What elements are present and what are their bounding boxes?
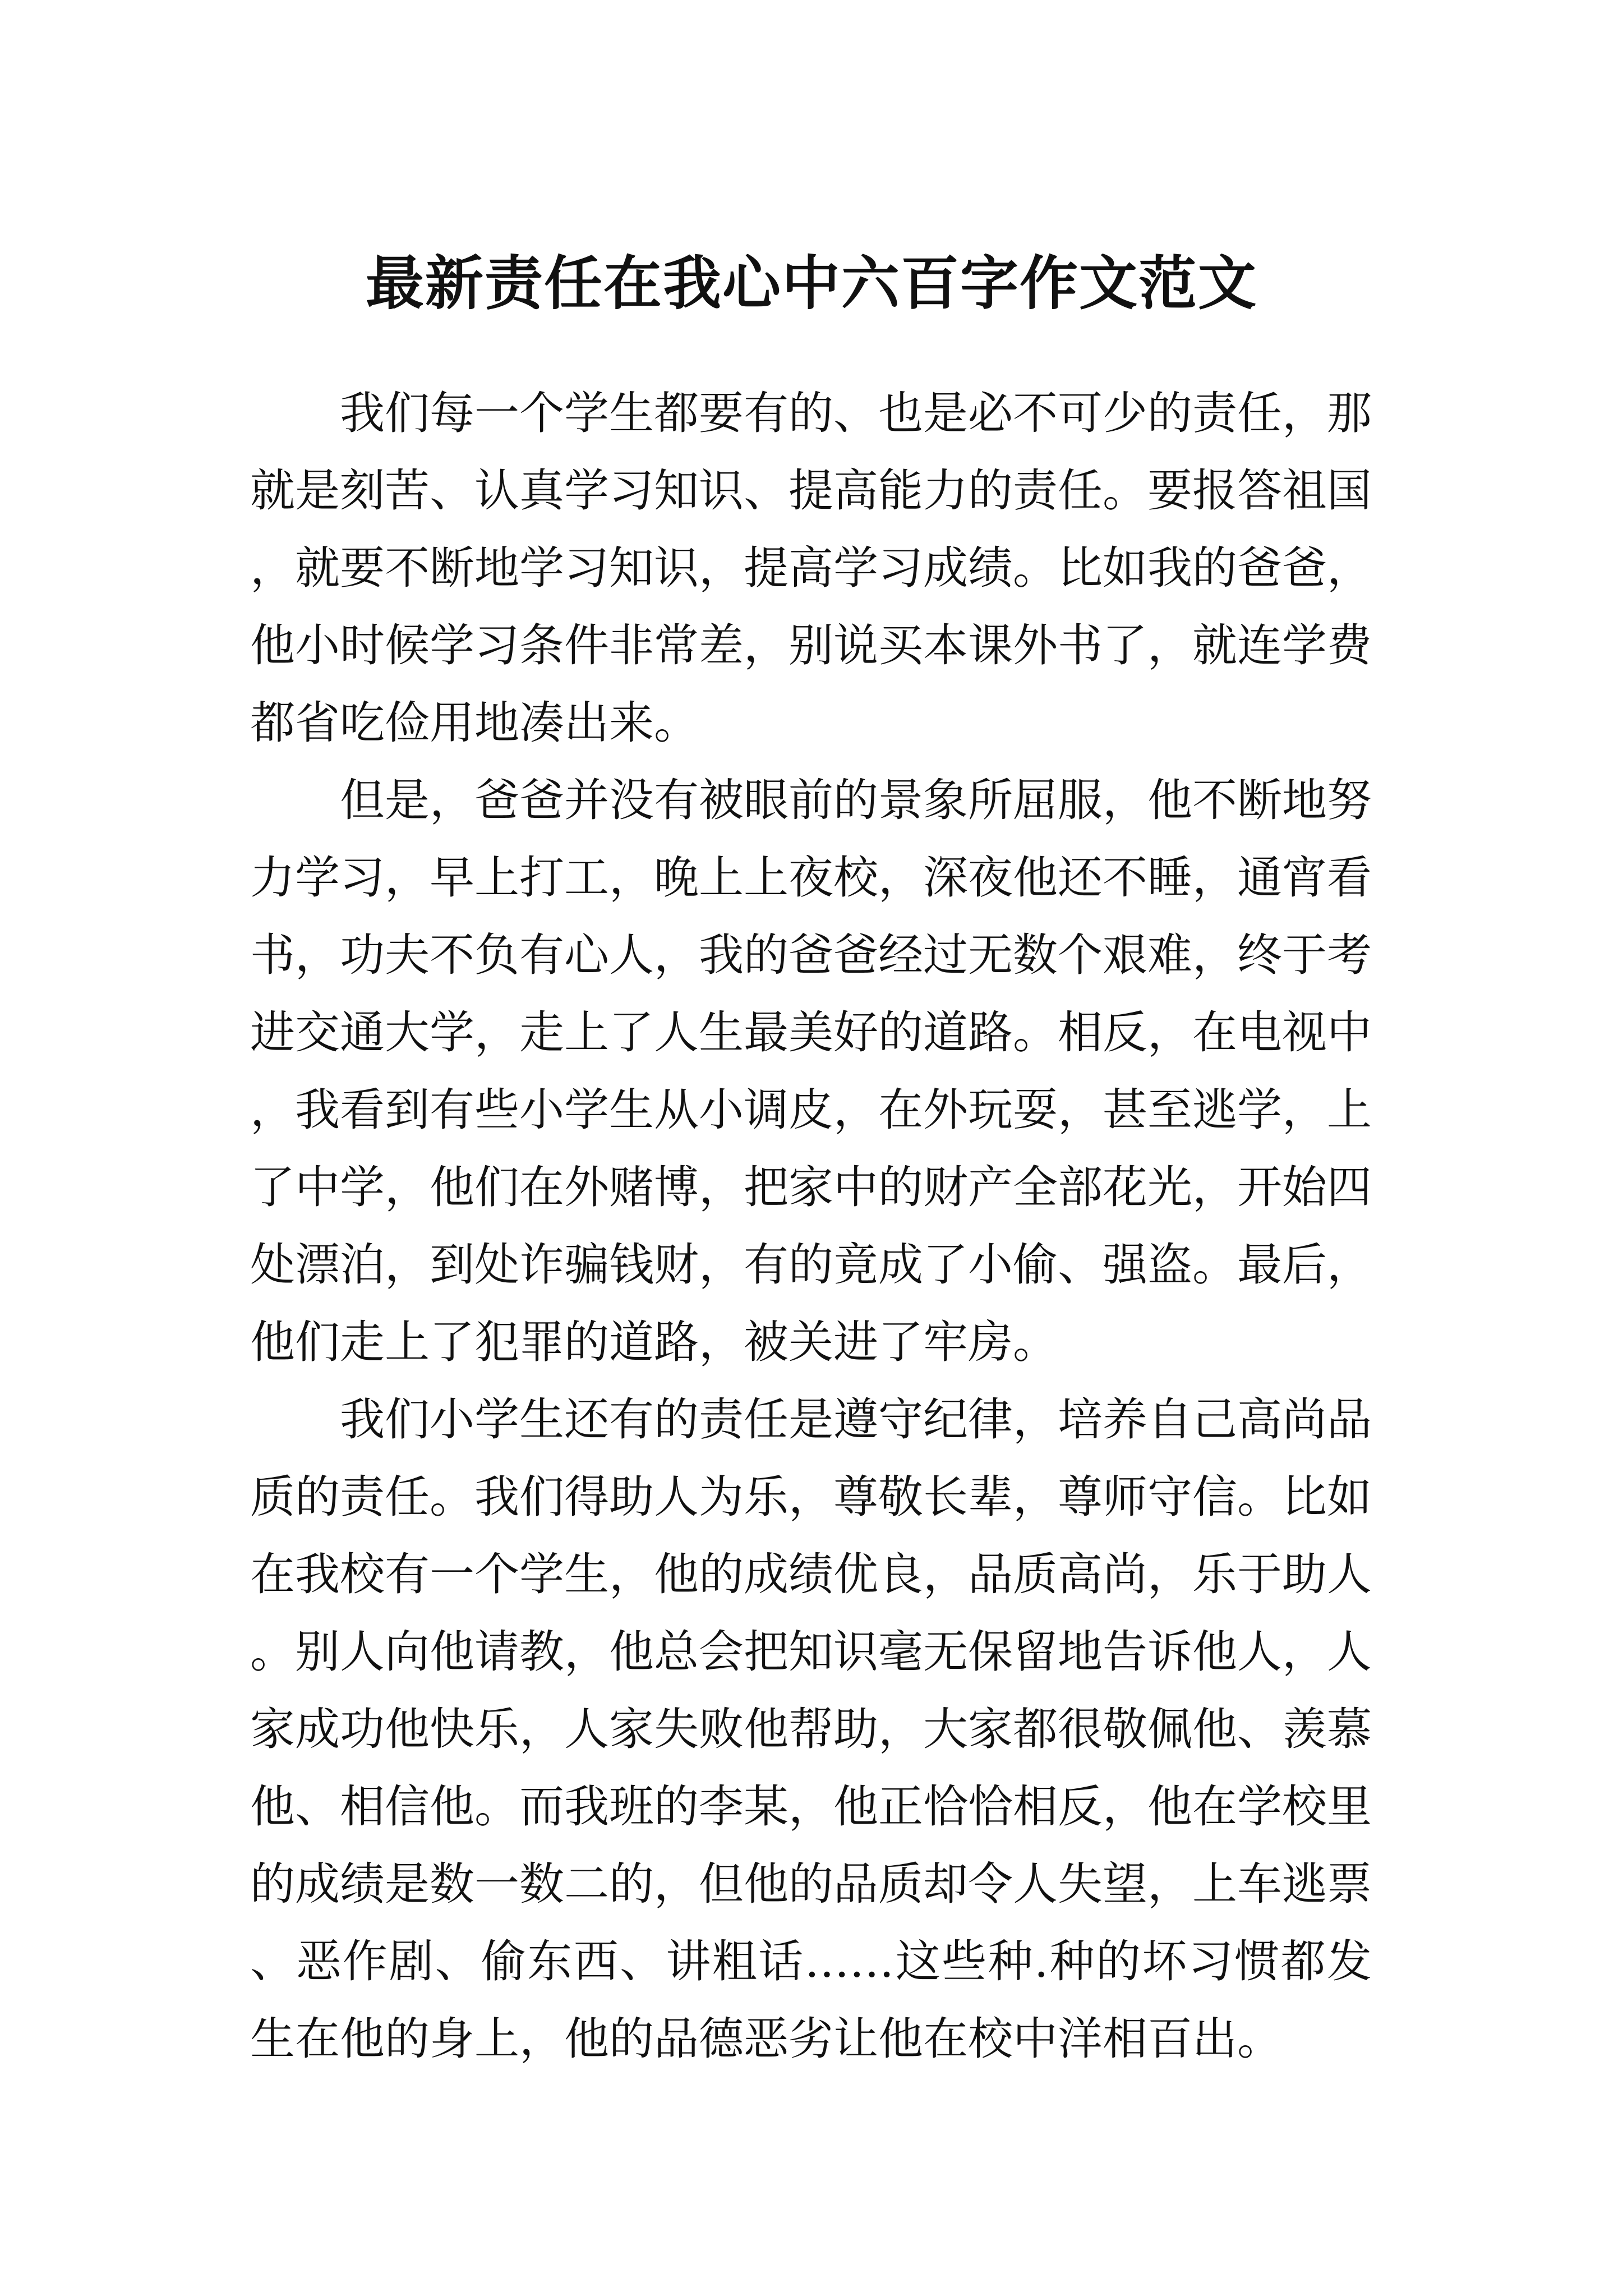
document-body <box>250 375 1372 2078</box>
paragraph-1: 我们每一个学生都要有的、也是必不可少的责任，那就是刻苦、认真学习知识、提高能力的责任。要报答祖国，就要不断地学习知识，提高学习成绩。比如我的爸爸，他小时候学习条件非常差，别说买本课外书了，就连学费都省吃俭用地凑出来。 <box>250 387 1372 749</box>
document-title: 最新责任在我心中六百字作文范文 <box>365 249 1257 318</box>
paragraph-2: 但是，爸爸并没有被眼前的景象所屈服，他不断地努力学习，早上打工，晚上上夜校，深夜他还不睡，通宵看书，功夫不负有心人，我的爸爸经过无数个艰难，终于考进交通大学，走上了人生最美好的道路。相反，在电视中，我看到有些小学生从小调皮，在外玩耍，甚至逃学，上了中学，他们在外赌博，把家中的财产全部花光，开始四处漂泊，到处诈骗钱财，有的竟成了小偷、强盗。最后，他们走上了犯罪的道路，被关进了牢房。 <box>250 774 1372 1368</box>
paragraph-3: 我们小学生还有的责任是遵守纪律，培养自己高尚品质的责任。我们得助人为乐，尊敬长辈，尊师守信。比如在我校有一个学生，他的成绩优良，品质高尚，乐于助人。别人向他请教，他总会把知识毫无保留地告诉他人，人家成功他快乐，人家失败他帮助，大家都很敬佩他、羡慕他、相信他。而我班的李某，他正恰恰相反，他在学校里的成绩是数一数二的，但他的品质却令人失望，上车逃票、恶作剧、偷东西、讲粗话……这些种.种的坏习惯都发生在他的身上，他的品德恶劣让他在校中洋相百出。 <box>250 1393 1372 2065</box>
